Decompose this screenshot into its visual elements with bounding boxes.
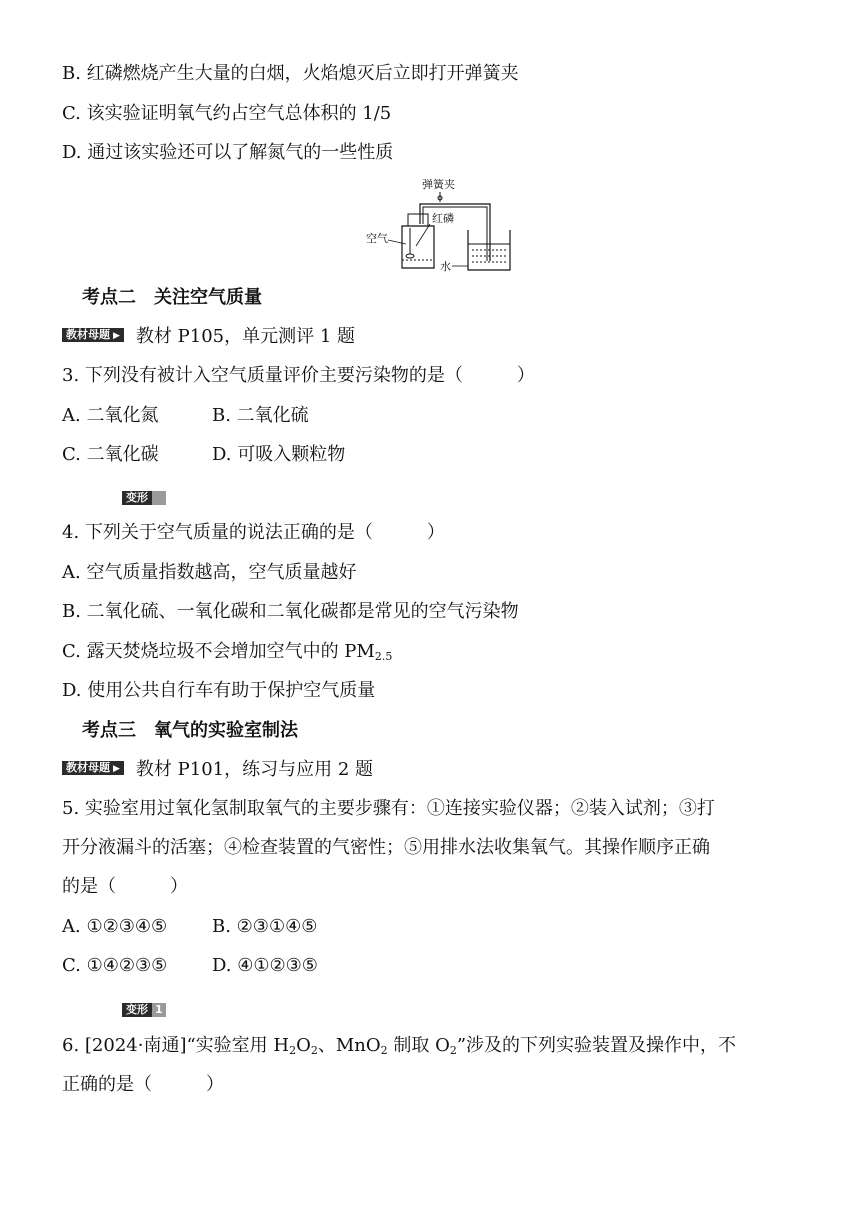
q2-option-d: D. 通过该实验还可以了解氮气的一些性质 — [62, 142, 394, 163]
q4-stem: 4. 下列关于空气质量的说法正确的是（ ） — [62, 522, 445, 543]
experiment-apparatus-figure — [360, 176, 520, 276]
textbook-badge: 教材母题 ▶ — [62, 761, 124, 775]
q5-option-d: D. ④①②③⑤ — [212, 955, 318, 976]
q5-option-b: B. ②③①④⑤ — [212, 916, 318, 937]
q4-option-c: C. 露天焚烧垃圾不会增加空气中的 $PM_{2.5}$ — [62, 641, 393, 663]
section2-source: 教材 P105，单元测评 1 题 — [135, 326, 356, 347]
q5-stem-line2: 开分液漏斗的活塞；④检查装置的气密性；⑤用排水法收集氧气。其操作顺序正确 — [62, 837, 710, 858]
q2-option-c: C. 该实验证明氧气约占空气总体积的 1/5 — [62, 103, 392, 124]
q3-stem: 3. 下列没有被计入空气质量评价主要污染物的是（ ） — [62, 365, 535, 386]
q4-option-a: A. 空气质量指数越高，空气质量越好 — [62, 562, 357, 583]
section2-title: 考点二 关注空气质量 — [82, 287, 262, 308]
q3-option-c: C. 二氧化碳 — [62, 444, 159, 465]
section2-source-line — [62, 325, 355, 349]
figure-label-air: 空气 — [366, 232, 388, 245]
play-icon: ▶ — [113, 764, 120, 774]
q3-option-b: B. 二氧化硫 — [212, 405, 309, 426]
figure-label-water: 水 — [440, 260, 451, 273]
q2-option-b: B. 红磷燃烧产生大量的白烟，火焰熄灭后立即打开弹簧夹 — [62, 63, 519, 84]
q5-option-c: C. ①④②③⑤ — [62, 955, 168, 976]
q5-stem-line3: 的是（ ） — [62, 876, 188, 897]
variant-badge-1: 变形 — [122, 488, 166, 512]
q3-option-a: A. 二氧化氮 — [62, 405, 159, 426]
q5-options-cd — [62, 954, 318, 978]
section3-source-line — [62, 758, 373, 782]
q3-option-d: D. 可吸入颗粒物 — [212, 444, 346, 465]
section3-title: 考点三 氧气的实验室制法 — [82, 720, 298, 741]
textbook-badge: 教材母题 ▶ — [62, 328, 124, 342]
q4-option-d: D. 使用公共自行车有助于保护空气质量 — [62, 680, 376, 701]
figure-label-clamp: 弹簧夹 — [422, 178, 455, 191]
q5-stem-line1: 5. 实验室用过氧化氢制取氧气的主要步骤有：①连接实验仪器；②装入试剂；③打 — [62, 798, 715, 819]
q3-options-ab — [62, 404, 309, 428]
q5-options-ab — [62, 915, 317, 939]
play-icon: ▶ — [113, 331, 120, 341]
q4-option-b: B. 二氧化硫、一氧化碳和二氧化碳都是常见的空气污染物 — [62, 601, 519, 622]
section3-source: 教材 P101，练习与应用 2 题 — [135, 759, 374, 780]
figure-label-phosphorus: 红磷 — [432, 212, 454, 225]
q6-stem-line2: 正确的是（ ） — [62, 1074, 224, 1095]
q5-option-a: A. ①②③④⑤ — [62, 916, 168, 937]
q3-options-cd — [62, 443, 345, 467]
q6-stem-line1: 6. [2024·南通]“实验室用 $H_2O_2$、MnO$_2$ 制取 $O_2$”涉及的下列实验装置及操作中，不 — [62, 1035, 737, 1057]
variant-badge-2: 变形 1 — [122, 1000, 166, 1024]
